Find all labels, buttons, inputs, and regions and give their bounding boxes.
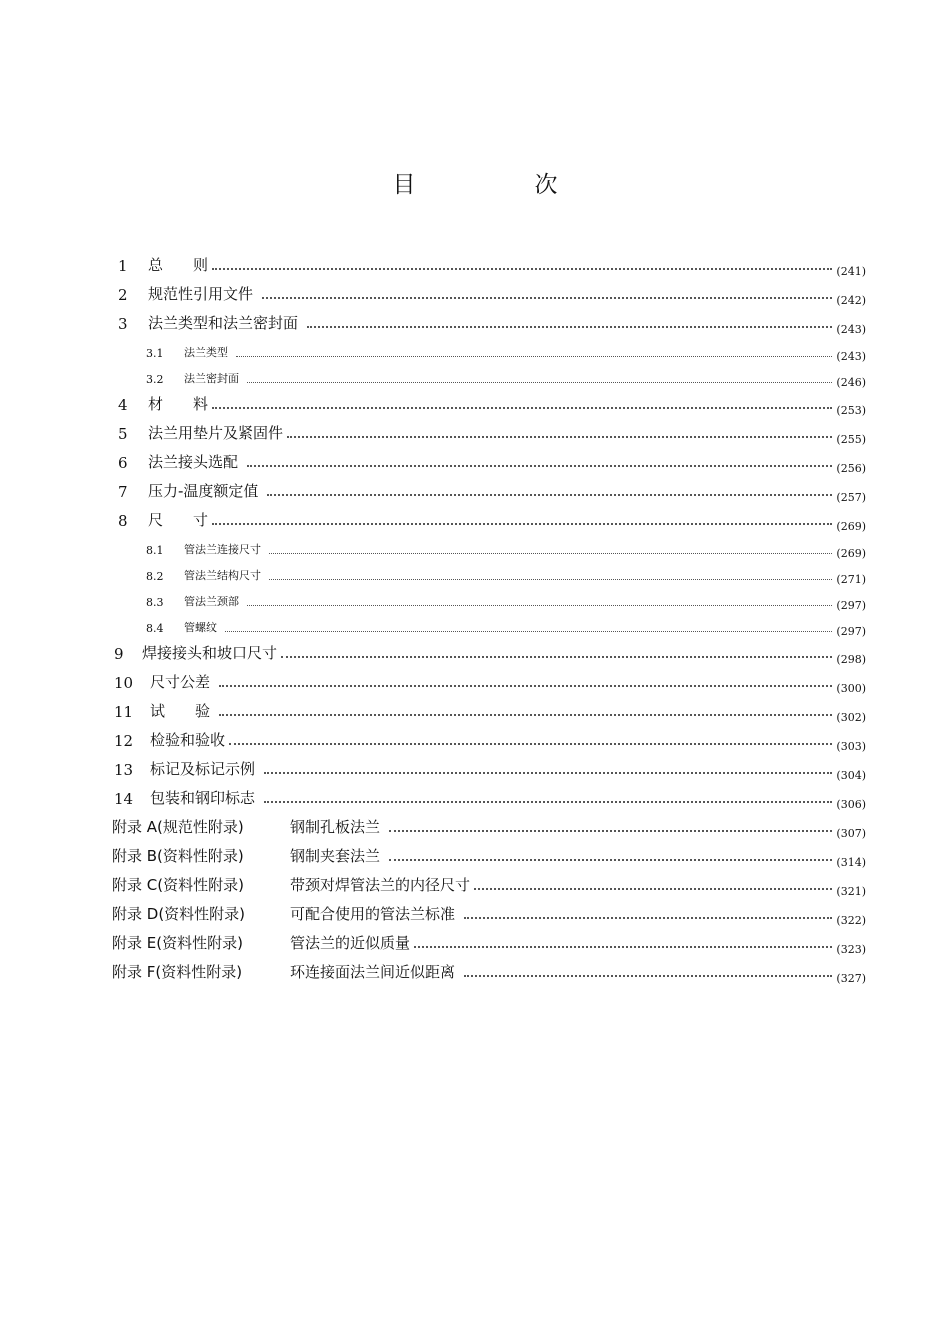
toc-entry-number: 13: [114, 761, 134, 779]
toc-entry-number: 9: [114, 645, 124, 663]
toc-appendix-c[interactable]: [112, 873, 866, 898]
toc-entry-number: 8: [118, 512, 128, 530]
toc-entry-4[interactable]: [118, 392, 866, 417]
leader-dots: [414, 946, 832, 948]
toc-entry-title: 压力-温度额定值: [148, 482, 264, 500]
toc-entry-page: (243): [836, 323, 866, 336]
toc-entry-page: (241): [836, 265, 866, 278]
toc-entry-8-4[interactable]: [146, 617, 866, 638]
toc-entry-title: 总 则: [148, 256, 209, 274]
leader-dots: [212, 268, 832, 270]
toc-entry-page: (246): [836, 376, 866, 389]
toc-entry-number: 1: [118, 257, 128, 275]
leader-dots: [229, 743, 832, 745]
toc-entry-title: 尺寸公差: [150, 673, 215, 691]
toc-entry-title: 材 料: [148, 395, 209, 413]
toc-appendix-f[interactable]: [112, 960, 866, 985]
toc-entry-page: (304): [836, 769, 866, 782]
toc-entry-page: (269): [836, 547, 866, 560]
toc-entry-11[interactable]: [114, 699, 866, 724]
toc-entry-number: 8.2: [146, 570, 164, 583]
leader-dots: [219, 685, 833, 687]
leader-dots: [247, 465, 833, 467]
toc-entry-number: 14: [114, 790, 134, 808]
toc-entry-number: 10: [114, 674, 134, 692]
toc-entry-number: 3.1: [146, 347, 164, 360]
toc-entry-5[interactable]: [118, 421, 866, 446]
toc-entry-13[interactable]: [114, 757, 866, 782]
leader-dots: [287, 436, 832, 438]
leader-dots: [212, 407, 832, 409]
toc-appendix-b[interactable]: [112, 844, 866, 869]
leader-dots: [247, 382, 833, 383]
leader-dots: [389, 830, 833, 832]
toc-entry-8-3[interactable]: [146, 591, 866, 612]
toc-entry-12[interactable]: [114, 728, 866, 753]
toc-entry-number: 3: [118, 315, 128, 333]
toc-entry-page: (243): [836, 350, 866, 363]
toc-entry-title: 法兰密封面: [184, 372, 243, 385]
toc-entry-title: 尺 寸: [148, 511, 209, 529]
toc-entry-title: 焊接接头和坡口尺寸: [142, 644, 278, 662]
toc-entry-page: (300): [836, 682, 866, 695]
toc-entry-page: (256): [836, 462, 866, 475]
toc-entry-title: 法兰类型和法兰密封面: [148, 314, 303, 332]
toc-entry-page: (271): [836, 573, 866, 586]
toc-appendix-d[interactable]: [112, 902, 866, 927]
toc-entry-3-1[interactable]: [146, 342, 866, 363]
toc-entry-7[interactable]: [118, 479, 866, 504]
appendix-label: 附录 F(资料性附录): [112, 963, 243, 981]
toc-entry-title: 管法兰结构尺寸: [184, 569, 265, 582]
leader-dots: [269, 553, 833, 554]
appendix-label: 附录 B(资料性附录): [112, 847, 244, 865]
appendix-title: 环连接面法兰间近似距离: [290, 963, 460, 981]
toc-entry-page: (253): [836, 404, 866, 417]
toc-appendix-a[interactable]: [112, 815, 866, 840]
appendix-title: 钢制孔板法兰: [290, 818, 385, 836]
toc-entry-title: 管法兰颈部: [184, 595, 243, 608]
leader-dots: [225, 631, 833, 632]
toc-entry-3-2[interactable]: [146, 368, 866, 389]
toc-entry-page: (297): [836, 599, 866, 612]
toc-entry-number: 2: [118, 286, 128, 304]
appendix-label: 附录 A(规范性附录): [112, 818, 244, 836]
toc-entry-number: 7: [118, 483, 128, 501]
toc-entry-page: (321): [836, 885, 866, 898]
toc-entry-title: 试 验: [150, 702, 215, 720]
toc-entry-number: 3.2: [146, 373, 164, 386]
toc-entry-number: 12: [114, 732, 134, 750]
toc-entry-page: (303): [836, 740, 866, 753]
leader-dots: [389, 859, 833, 861]
toc-entry-page: (322): [836, 914, 866, 927]
toc-entry-title: 法兰用垫片及紧固件: [148, 424, 284, 442]
toc-entry-number: 5: [118, 425, 128, 443]
toc-appendix-e[interactable]: [112, 931, 866, 956]
toc-entry-8-2[interactable]: [146, 565, 866, 586]
appendix-label: 附录 C(资料性附录): [112, 876, 244, 894]
toc-entry-number: 8.1: [146, 544, 164, 557]
toc-entry-title: 法兰接头选配: [148, 453, 243, 471]
toc-entry-page: (257): [836, 491, 866, 504]
toc-entry-page: (302): [836, 711, 866, 724]
toc-entry-title: 管螺纹: [184, 621, 221, 634]
toc-entry-1[interactable]: [118, 253, 866, 278]
toc-entry-page: (242): [836, 294, 866, 307]
leader-dots: [267, 494, 832, 496]
toc-entry-title: 标记及标记示例: [150, 760, 260, 778]
leader-dots: [269, 579, 833, 580]
leader-dots: [474, 888, 832, 890]
toc-entry-2[interactable]: [118, 282, 866, 307]
toc-entry-8-1[interactable]: [146, 539, 866, 560]
toc-entry-page: (314): [836, 856, 866, 869]
toc-entry-page: (307): [836, 827, 866, 840]
toc-entry-page: (269): [836, 520, 866, 533]
leader-dots: [247, 605, 833, 606]
toc-entry-title: 包装和钢印标志: [150, 789, 260, 807]
toc-entry-page: (306): [836, 798, 866, 811]
toc-entry-title: 检验和验收: [150, 731, 226, 749]
toc-entry-page: (327): [836, 972, 866, 985]
appendix-label: 附录 D(资料性附录): [112, 905, 246, 923]
toc-entry-9[interactable]: [114, 641, 866, 666]
appendix-title: 钢制夹套法兰: [290, 847, 385, 865]
leader-dots: [307, 326, 833, 328]
appendix-label: 附录 E(资料性附录): [112, 934, 243, 952]
toc-entry-number: 4: [118, 396, 128, 414]
toc-entry-number: 6: [118, 454, 128, 472]
toc-entry-page: (323): [836, 943, 866, 956]
toc-entry-number: 8.4: [146, 622, 164, 635]
page-title: 目 次: [392, 172, 606, 198]
leader-dots: [212, 523, 832, 525]
leader-dots: [464, 917, 833, 919]
leader-dots: [219, 714, 833, 716]
toc-entry-number: 8.3: [146, 596, 164, 609]
leader-dots: [264, 801, 833, 803]
toc-entry-page: (297): [836, 625, 866, 638]
toc-entry-14[interactable]: [114, 786, 866, 811]
toc-entry-title: 规范性引用文件: [148, 285, 258, 303]
toc-entry-page: (298): [836, 653, 866, 666]
leader-dots: [262, 297, 833, 299]
leader-dots: [264, 772, 833, 774]
leader-dots: [464, 975, 833, 977]
toc-entry-3[interactable]: [118, 311, 866, 336]
toc-entry-8[interactable]: [118, 508, 866, 533]
toc-entry-6[interactable]: [118, 450, 866, 475]
toc-entry-number: 11: [114, 703, 134, 721]
toc-entry-title: 法兰类型: [184, 346, 232, 359]
leader-dots: [236, 356, 833, 357]
appendix-title: 可配合使用的管法兰标准: [290, 905, 460, 923]
toc-entry-10[interactable]: [114, 670, 866, 695]
toc-entry-title: 管法兰连接尺寸: [184, 543, 265, 556]
toc-entry-page: (255): [836, 433, 866, 446]
appendix-title: 带颈对焊管法兰的内径尺寸: [290, 876, 471, 894]
appendix-title: 管法兰的近似质量: [290, 934, 411, 952]
leader-dots: [281, 656, 832, 658]
